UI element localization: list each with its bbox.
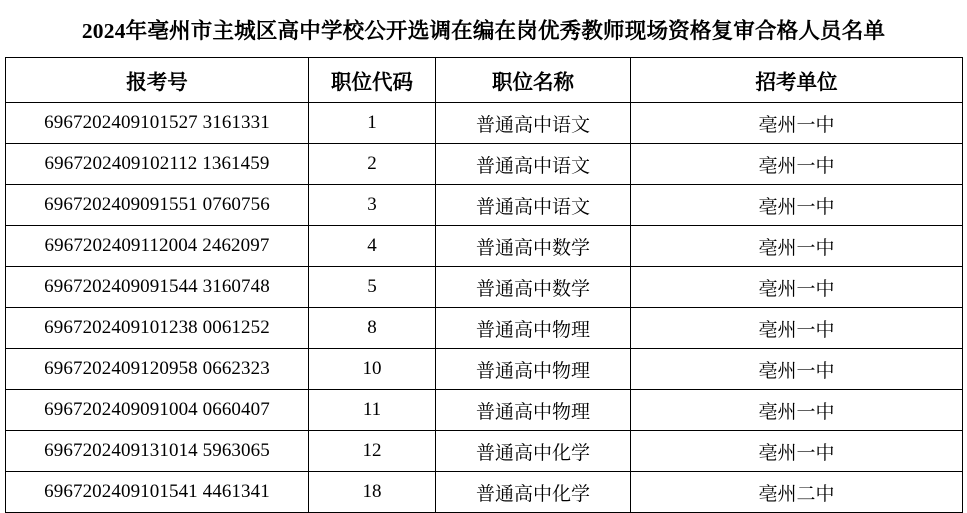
table-row [6, 226, 963, 267]
cell-recruiting-unit: 亳州一中 [631, 349, 963, 390]
cell-application-number: 6967202409101541 4461341 [6, 472, 309, 513]
table-row [6, 390, 963, 431]
cell-application-number: 6967202409112004 2462097 [6, 226, 309, 267]
column-header-application-number: 报考号 [6, 58, 309, 103]
table-row [6, 349, 963, 390]
cell-position-name: 普通高中化学 [436, 431, 631, 472]
cell-position-code: 1 [309, 103, 436, 144]
cell-position-code: 4 [309, 226, 436, 267]
cell-position-code: 11 [309, 390, 436, 431]
cell-position-name: 普通高中语文 [436, 185, 631, 226]
cell-application-number: 6967202409101527 3161331 [6, 103, 309, 144]
cell-position-name: 普通高中数学 [436, 226, 631, 267]
cell-position-name: 普通高中物理 [436, 390, 631, 431]
cell-recruiting-unit: 亳州一中 [631, 390, 963, 431]
cell-recruiting-unit: 亳州一中 [631, 308, 963, 349]
cell-application-number: 6967202409091544 3160748 [6, 267, 309, 308]
cell-position-name: 普通高中化学 [436, 472, 631, 513]
table-header-row [6, 58, 963, 103]
column-header-recruiting-unit: 招考单位 [631, 58, 963, 103]
cell-position-code: 8 [309, 308, 436, 349]
table-row [6, 472, 963, 513]
cell-recruiting-unit: 亳州一中 [631, 103, 963, 144]
cell-application-number: 6967202409102112 1361459 [6, 144, 309, 185]
cell-position-name: 普通高中数学 [436, 267, 631, 308]
cell-application-number: 6967202409120958 0662323 [6, 349, 309, 390]
table-row [6, 431, 963, 472]
cell-application-number: 6967202409091004 0660407 [6, 390, 309, 431]
cell-recruiting-unit: 亳州一中 [631, 185, 963, 226]
cell-position-name: 普通高中语文 [436, 144, 631, 185]
column-header-position-code: 职位代码 [309, 58, 436, 103]
table-row [6, 267, 963, 308]
cell-recruiting-unit: 亳州一中 [631, 144, 963, 185]
cell-application-number: 6967202409101238 0061252 [6, 308, 309, 349]
cell-position-name: 普通高中语文 [436, 103, 631, 144]
table-row [6, 103, 963, 144]
cell-position-code: 10 [309, 349, 436, 390]
cell-recruiting-unit: 亳州一中 [631, 431, 963, 472]
cell-recruiting-unit: 亳州一中 [631, 226, 963, 267]
roster-table [5, 57, 963, 513]
cell-position-name: 普通高中物理 [436, 349, 631, 390]
cell-application-number: 6967202409091551 0760756 [6, 185, 309, 226]
table-row [6, 144, 963, 185]
cell-position-code: 5 [309, 267, 436, 308]
table-row [6, 185, 963, 226]
cell-application-number: 6967202409131014 5963065 [6, 431, 309, 472]
cell-position-code: 2 [309, 144, 436, 185]
table-row [6, 308, 963, 349]
cell-recruiting-unit: 亳州二中 [631, 472, 963, 513]
page-title: 2024年亳州市主城区高中学校公开选调在编在岗优秀教师现场资格复审合格人员名单 [81, 19, 886, 43]
cell-position-code: 12 [309, 431, 436, 472]
cell-position-code: 3 [309, 185, 436, 226]
cell-recruiting-unit: 亳州一中 [631, 267, 963, 308]
cell-position-name: 普通高中物理 [436, 308, 631, 349]
cell-position-code: 18 [309, 472, 436, 513]
column-header-position-name: 职位名称 [436, 58, 631, 103]
